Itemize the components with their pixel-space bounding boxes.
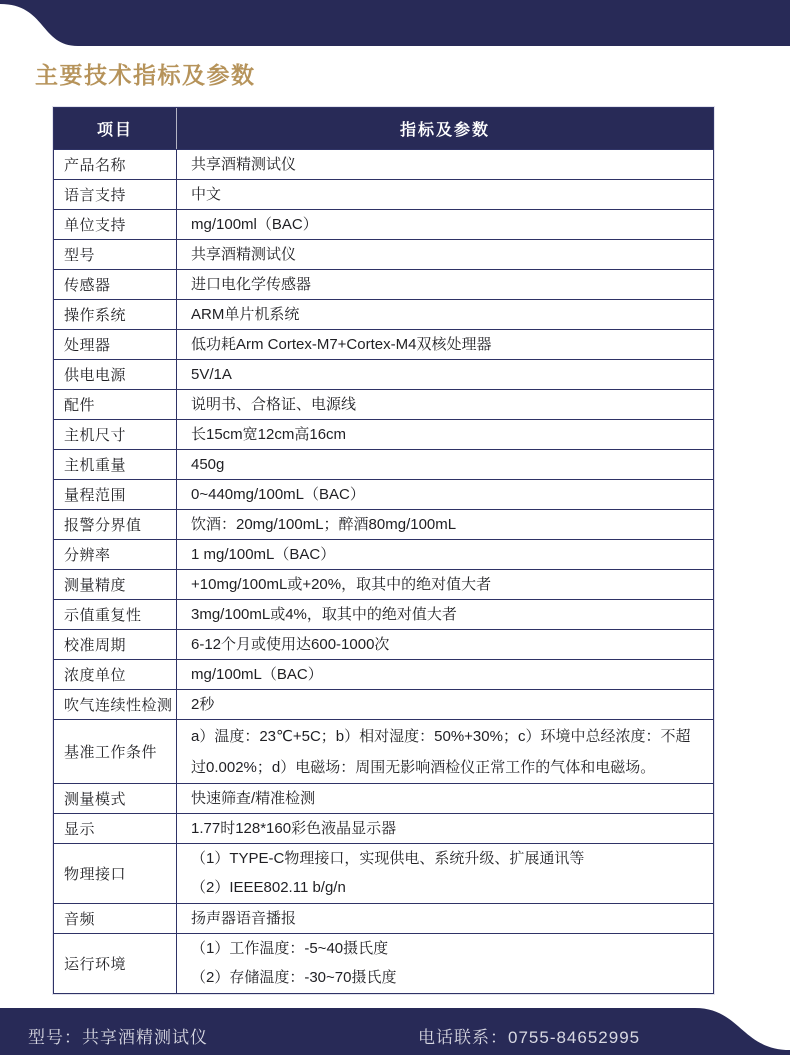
row-value	[177, 630, 713, 659]
row-value-line: 3mg/100mL或4%，取其中的绝对值大者	[191, 606, 457, 623]
table-row	[54, 933, 713, 993]
row-value	[177, 360, 713, 389]
row-value	[177, 934, 713, 993]
row-label: 报警分界值	[54, 510, 177, 539]
row-value-line: 6-12个月或使用达600-1000次	[191, 636, 390, 653]
row-value	[177, 814, 713, 843]
row-label: 型号	[54, 240, 177, 269]
row-value-line: 共享酒精测试仪	[191, 246, 297, 263]
row-value	[177, 450, 713, 479]
row-value-line: （1）工作温度：-5~40摄氏度	[191, 940, 389, 958]
table-row	[54, 509, 713, 539]
row-value-line: mg/100mL（BAC）	[191, 666, 323, 683]
spec-table	[53, 107, 714, 994]
row-label: 物理接口	[54, 844, 177, 903]
table-row	[54, 599, 713, 629]
table-row	[54, 299, 713, 329]
row-value	[177, 300, 713, 329]
table-row	[54, 209, 713, 239]
row-value-line: 快速筛查/精准检测	[191, 790, 316, 807]
row-value	[177, 240, 713, 269]
spec-table-body	[54, 149, 713, 993]
table-row	[54, 269, 713, 299]
row-label: 示值重复性	[54, 600, 177, 629]
table-row	[54, 329, 713, 359]
table-row	[54, 149, 713, 179]
row-label: 校准周期	[54, 630, 177, 659]
row-label: 基准工作条件	[54, 720, 177, 783]
row-label: 处理器	[54, 330, 177, 359]
row-value-line: 共享酒精测试仪	[191, 156, 297, 173]
row-value-line: 1 mg/100mL（BAC）	[191, 546, 336, 563]
table-row	[54, 903, 713, 933]
row-label: 音频	[54, 904, 177, 933]
table-row	[54, 449, 713, 479]
row-value-line: 扬声器语音播报	[191, 910, 297, 927]
row-value	[177, 330, 713, 359]
table-row	[54, 539, 713, 569]
row-label: 主机重量	[54, 450, 177, 479]
row-label: 显示	[54, 814, 177, 843]
row-label: 运行环境	[54, 934, 177, 993]
row-value-line: 中文	[191, 186, 222, 203]
table-row	[54, 419, 713, 449]
row-value	[177, 390, 713, 419]
table-row	[54, 719, 713, 783]
spec-table-header-row	[54, 108, 713, 149]
row-value	[177, 690, 713, 719]
row-value	[177, 180, 713, 209]
table-row	[54, 239, 713, 269]
row-value	[177, 210, 713, 239]
row-value-line: 饮酒：20mg/100mL；醉酒80mg/100mL	[191, 516, 457, 533]
row-value-line: 说明书、合格证、电源线	[191, 396, 357, 413]
row-value-line: 0~440mg/100mL（BAC）	[191, 486, 365, 503]
footer-phone-label: 电话联系：0755-84652995	[418, 1028, 641, 1047]
row-value-line: 低功耗Arm Cortex-M7+Cortex-M4双核处理器	[191, 336, 492, 353]
row-label: 传感器	[54, 270, 177, 299]
row-value	[177, 510, 713, 539]
row-value	[177, 150, 713, 179]
table-row	[54, 783, 713, 813]
row-label: 测量精度	[54, 570, 177, 599]
row-label: 产品名称	[54, 150, 177, 179]
row-value-line: +10mg/100mL或+20%，取其中的绝对值大者	[191, 576, 492, 593]
row-label: 语言支持	[54, 180, 177, 209]
row-label: 测量模式	[54, 784, 177, 813]
row-value-line: ARM单片机系统	[191, 306, 300, 323]
row-value	[177, 270, 713, 299]
row-value-line: mg/100ml（BAC）	[191, 216, 318, 233]
row-value-line: （1）TYPE-C物理接口，实现供电、系统升级、扩展通讯等	[191, 850, 585, 868]
row-value	[177, 420, 713, 449]
row-value-line: （2）IEEE802.11 b/g/n	[191, 878, 346, 896]
row-value-line: 5V/1A	[191, 366, 232, 383]
footer	[0, 1008, 790, 1055]
row-label: 配件	[54, 390, 177, 419]
row-value-line: 450g	[191, 456, 225, 473]
row-value-line: 1.77时128*160彩色液晶显示器	[191, 820, 397, 837]
row-value-line: a）温度：23℃+5C；b）相对湿度：50%+30%；c）环境中总经浓度：不超过0.002%；d）电磁场：周围无影响酒检仪正常工作的气体和电磁场。	[191, 727, 691, 776]
row-value	[177, 844, 713, 903]
row-value	[177, 660, 713, 689]
table-row	[54, 569, 713, 599]
table-row	[54, 843, 713, 903]
column-header-specs: 指标及参数	[399, 122, 490, 139]
page-title: 主要技术指标及参数	[35, 62, 256, 88]
table-row	[54, 629, 713, 659]
row-value-line: （2）存储温度：-30~70摄氏度	[191, 968, 397, 986]
table-row	[54, 659, 713, 689]
row-label: 单位支持	[54, 210, 177, 239]
row-label: 吹气连续性检测	[54, 690, 177, 719]
column-header-item: 项目	[54, 108, 177, 149]
row-value	[177, 540, 713, 569]
row-value	[177, 570, 713, 599]
row-value	[177, 600, 713, 629]
row-label: 浓度单位	[54, 660, 177, 689]
row-label: 操作系统	[54, 300, 177, 329]
row-label: 主机尺寸	[54, 420, 177, 449]
footer-model-label: 型号：共享酒精测试仪	[28, 1028, 208, 1047]
header-band	[0, 0, 790, 47]
table-row	[54, 813, 713, 843]
row-value-line: 2秒	[191, 696, 215, 713]
row-label: 量程范围	[54, 480, 177, 509]
row-value	[177, 480, 713, 509]
table-row	[54, 479, 713, 509]
table-row	[54, 689, 713, 719]
row-value	[177, 784, 713, 813]
row-value	[177, 720, 713, 783]
table-row	[54, 389, 713, 419]
row-label: 供电电源	[54, 360, 177, 389]
row-value-line: 进口电化学传感器	[191, 276, 312, 293]
row-value	[177, 904, 713, 933]
table-row	[54, 359, 713, 389]
table-row	[54, 179, 713, 209]
row-value-line: 长15cm宽12cm高16cm	[191, 426, 347, 443]
row-label: 分辨率	[54, 540, 177, 569]
